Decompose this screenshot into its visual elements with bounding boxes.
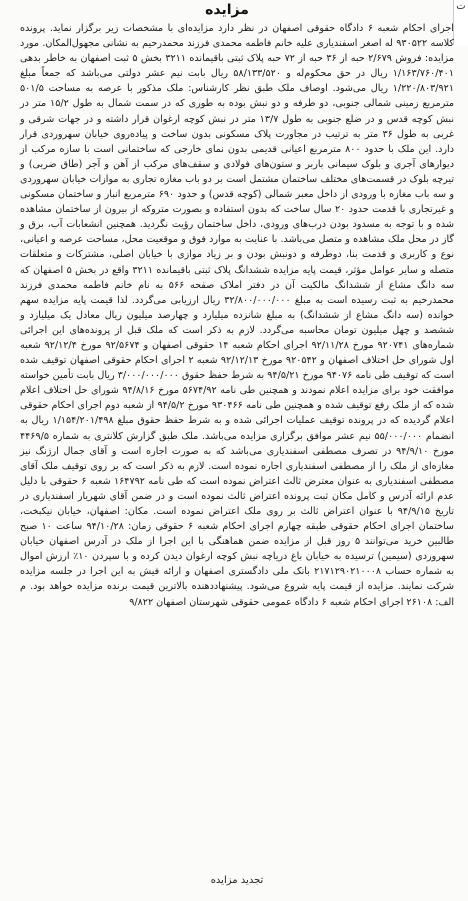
adjacent-column-letter: ت [456, 1, 466, 12]
notice-title: مزایده [205, 2, 249, 18]
notice-footer: تجدید مزایده [210, 875, 264, 886]
notice-body: اجرای احکام شعبه ۶ دادگاه حقوقی اصفهان در نظر دارد مزایده‌ای با مشخصات زیر برگزار نماید. پرونده کلاسه ۹۳۰۵۲۲ له اصغر اسفندیاری علیه خانم فاطمه محمدی فرزند محمدرحیم به نشانی مجهول‌المکان. مورد مزایده: فروش ۲/۶۷۹ حبه از ۳۶ حبه از ۷۲ حبه پلاک ثبتی باقیمانده ۳۲۱۱ بخش ۵ ثبت اصفهان به خاطر بدهی ۱/۱۶۳/۷۶۰/۴۰۱ ریال در حق محکوم‌له و ۵۸/۱۳۳/۵۲۰ ریال بابت نیم عشر دولتی می‌باشد که جمعاً مبلغ ۱/۲۲۰/۸۰۳/۹۲۱ ریال می‌شود. اوصاف ملک طبق نظر کارشناس: ملک مذکور با عرصه به مساحت ۵۰۱/۵ مترمربع زمینی شمالی جنوبی، دو طرفه و دو نبش بوده به طوری که در سمت شمال به طول ۱۵/۲ متر در نبش کوچه قدس و در ضلع جنوبی به طول ۱۳/۷ متر در نبش کوچه ارغوان قرار داشته و در جهات شرقی و غربی به طول ۳۶ متر به ترتیب در مجاورت پلاک مسکونی بدون ساخت و پیاده‌روی خیابان سهروردی قرار دارد. این ملک با حدود ۸۰۰ مترمربع اعیانی قدیمی بدون نمای خارجی که ساختمانی است با سازه مرکب از دیوارهای آجری و بلوک سیمانی باربر و ستون‌های فولادی و سقف‌های مرکب از آهن و آجر (طاق ضربی) و تیرچه بلوک در قسمت‌های مختلف ساختمان مشتمل است بر دو باب مغازه تجاری به موازات خیابان سهروردی و سه باب مغازه با ورودی از داخل معبر شمالی (کوچه قدس) و حدود ۶۹۰ مترمربع انبار و ساختمان مسکونی و غیرتجاری با قدمت حدود ۲۰ سال ساخت که بدون استفاده و بصورت متروکه از بیرون از ساختمان مشاهده شده و با توجه به مسدود بودن درب‌های ورودی، داخل ساختمان رؤیت نگردید. همچنین انشعابات آب، برق و گاز در محل ملک مشاهده و متصل می‌باشد. با عنایت به موارد فوق و موقعیت محل، مساحت عرصه و اعیانی، نوع و کاربری و قدمت بنا، دوطرفه و دونبش بودن و بر زیاد موازی با خیابان اصلی، مشترکات و متعلقات متصله و سایر عوامل مؤثر، قیمت پایه مزایده ششدانگ پلاک ثبتی باقیمانده ۳۲۱۱ واقع در بخش ۵ اصفهان که سه دانگ مشاع از ششدانگ مالکیت آن در دفتر املاک صفحه ۵۶۶ به نام خانم فاطمه محمدی فرزند محمدرحیم به ثبت رسیده است به مبلغ ۳۲/۸۰۰/۰۰۰/۰۰۰ ریال ارزیابی می‌گردد. لذا قیمت پایه مزایده سهم خوانده (سه دانگ مشاع از ششدانگ) به مبلغ شانزده میلیارد و چهارصد میلیون ریال معادل یک میلیارد و ششصد و چهل میلیون تومان محاسبه می‌گردد. لازم به ذکر است که ملک قبل از پرونده‌های این اجرائی شماره‌های ۹۲۰۷۴۱ مورخ ۹۲/۱۱/۲۸ اجرای احکام شعبه ۱۴ حقوقی اصفهان و ۹۲/۵۶۷۴ مورخ ۹۲/۱۲/۴ شعبه اول شورای حل اختلاف اصفهان و ۹۲۰۵۴۲ مورخ ۹۲/۱۲/۱۳ شعبه ۲ اجرای احکام حقوقی اصفهان توقیف شده است که توقیف طی نامه ۹۴۰۷۶ مورخ ۹۴/۵/۲۱ به شرط حفظ حقوق ۳/۰۰۰/۰۰۰/۰۰۰ ریال بابت تأمین خواسته موافقت خود برای مزایده اعلام نمودند و همچنین طی نامه ۵۶۷۴/۹۲ مورخ ۹۴/۸/۱۶ شورای حل اختلاف اعلام شده که از ملک رفع توقیف شده و همچنین طی نامه ۹۳۰۴۶۶ مورخ ۹۴/۵/۲ از شعبه دوم اجرای احکام حقوقی اعلام گردیده که در پرونده توقیف عملیات اجرائی شده و به شرط حفظ حقوق مبلغ ۱/۱۵۴/۲۰۱/۴۹۸ ریال به انضمام ۵۵/۰۰۰/۰۰۰ نیم عشر موافق برگزاری مزایده می‌باشد. ملک طبق گزارش کلانتری به شماره ۴۴۶۹/۵ مورخ ۹۴/۹/۱۰ در تصرف مصطفی اسفندیاری می‌باشد که به صورت اجاره است و آقای جمال ارژنگ نیز مغازه‌ای از ملک را از مصطفی اسفندیاری اجاره نموده است. لازم به ذکر است که بر روی توقیف ملک آقای مصطفی اسفندیاری به عنوان معترض ثالث اعتراض نموده است که طی نامه ۱۶۴۷۹۲ شعبه ۶ حقوقی با دلیل عدم ارائه آدرس و کامل مکان ثبت پرونده اعتراض ثالث نموده است و در ضمن آقای شهریار اسفندیاری در تاریخ ۹۴/۹/۱۵ با عنوان اعتراض ثالث بر روی ملک اعتراض نموده است. مکان: اصفهان، خیابان نیکبخت، ساختمان اجرای احکام حقوقی طبقه چهارم اجرای احکام شعبه ۶ حقوقی زمان: ۹۴/۱۰/۲۸ ساعت ۱۰ صبح طالبین خرید می‌توانند ۵ روز قبل از مزایده ضمن هماهنگی با این اجرا از ملک در آدرس اصفهان خیابان سهروردی (سیمین) ترسیده به خیابان باغ دریاچه نبش کوچه ارغوان دیدن کرده و با سپردن ۱۰٪ ارزش اموال به شماره حساب ۲۱۷۱۲۹۰۲۱۰۰۰۸ بانک ملی دادگستری اصفهان و ارائه فیش به این اجرا در جلسه مزایده شرکت نمایند. مزایده از قیمت پایه شروع می‌شود. پیشنهاددهنده بالاترین قیمت برنده مزایده خواهد بود. م الف: ۲۶۱۰۸ اجرای احکام شعبه ۶ دادگاه عمومی حقوقی شهرستان اصفهان ۹/۸۲۲ [20, 23, 455, 608]
adjacent-column-edge [453, 0, 468, 45]
